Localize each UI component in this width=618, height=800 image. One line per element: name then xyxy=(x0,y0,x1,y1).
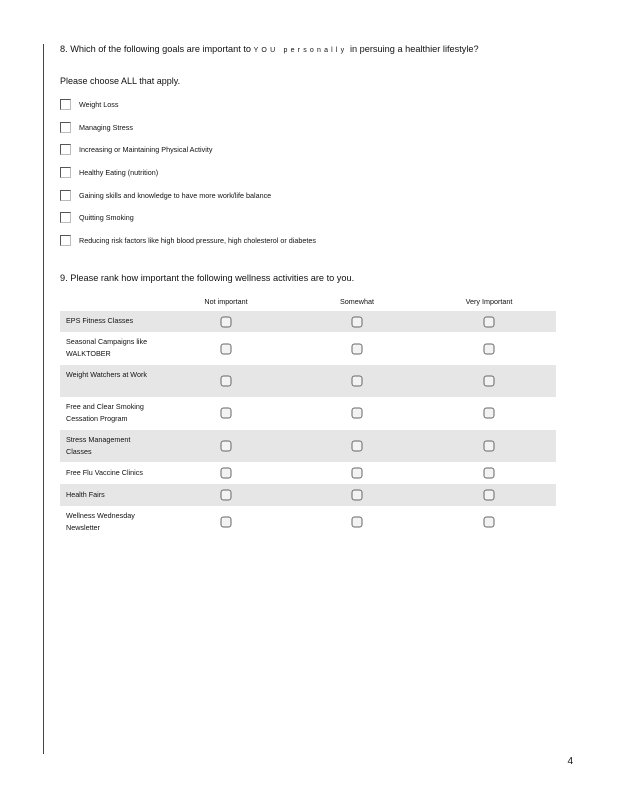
radio-somewhat[interactable] xyxy=(352,408,363,419)
checkbox[interactable] xyxy=(60,99,71,110)
radio-somewhat[interactable] xyxy=(352,344,363,355)
option-healthy-eating[interactable] xyxy=(60,165,158,179)
q8-title-start: 8. Which of the following goals are important to xyxy=(60,44,254,54)
q8-title-end: in persuing a healthier lifestyle? xyxy=(347,44,479,54)
row-label: Stress Management Classes xyxy=(66,435,131,456)
margin-rule xyxy=(43,44,44,754)
checkbox[interactable] xyxy=(60,122,71,133)
row-label: Health Fairs xyxy=(66,490,105,499)
checkbox[interactable] xyxy=(60,167,71,178)
radio-somewhat[interactable] xyxy=(352,317,363,328)
radio-very-important[interactable] xyxy=(484,317,495,328)
radio-very-important[interactable] xyxy=(484,408,495,419)
radio-somewhat[interactable] xyxy=(352,517,363,528)
radio-very-important[interactable] xyxy=(484,517,495,528)
rating-row xyxy=(60,365,556,397)
radio-somewhat[interactable] xyxy=(352,490,363,501)
checkbox[interactable] xyxy=(60,144,71,155)
column-header-not-important: Not important xyxy=(204,297,248,306)
checkbox[interactable] xyxy=(60,235,71,246)
rating-row xyxy=(60,311,556,332)
row-label: Seasonal Campaigns like WALKTOBER xyxy=(66,337,148,358)
option-label: Healthy Eating (nutrition) xyxy=(79,167,159,177)
option-label: Weight Loss xyxy=(79,99,119,109)
row-label: EPS Fitness Classes xyxy=(66,316,134,325)
option-label: Gaining skills and knowledge to have more work/life balance xyxy=(79,190,272,200)
question-8-instruction: Please choose ALL that apply. xyxy=(60,76,181,86)
radio-not-important[interactable] xyxy=(221,468,232,479)
radio-not-important[interactable] xyxy=(221,344,232,355)
checkbox[interactable] xyxy=(60,190,71,201)
rating-row xyxy=(60,462,556,484)
row-label: Free Flu Vaccine Clinics xyxy=(66,468,143,477)
option-quitting-smoking[interactable] xyxy=(60,210,134,224)
column-header-somewhat: Somewhat xyxy=(340,297,374,306)
q8-title-emphasis: YOU personally xyxy=(253,47,348,54)
option-physical-activity[interactable] xyxy=(60,142,212,156)
radio-very-important[interactable] xyxy=(484,490,495,501)
row-label: Wellness Wednesday Newsletter xyxy=(66,511,135,532)
radio-not-important[interactable] xyxy=(221,376,232,387)
checkbox[interactable] xyxy=(60,212,71,223)
radio-very-important[interactable] xyxy=(484,344,495,355)
option-work-life-balance[interactable] xyxy=(60,188,271,202)
radio-not-important[interactable] xyxy=(221,490,232,501)
rating-row xyxy=(60,397,556,429)
radio-not-important[interactable] xyxy=(221,441,232,452)
rating-row xyxy=(60,484,556,506)
rating-row xyxy=(60,506,556,538)
row-label: Free and Clear Smoking Cessation Program xyxy=(66,402,144,423)
radio-not-important[interactable] xyxy=(221,408,232,419)
rating-row xyxy=(60,430,556,462)
radio-not-important[interactable] xyxy=(221,317,232,328)
option-label: Reducing risk factors like high blood pressure, high cholesterol or diabetes xyxy=(79,235,316,245)
option-weight-loss[interactable] xyxy=(60,97,118,111)
question-9-title: 9. Please rank how important the following wellness activities are to you. xyxy=(60,273,355,283)
radio-somewhat[interactable] xyxy=(352,468,363,479)
rating-row xyxy=(60,333,556,365)
option-reducing-risk-factors[interactable] xyxy=(60,233,316,247)
radio-somewhat[interactable] xyxy=(352,376,363,387)
option-managing-stress[interactable] xyxy=(60,120,133,134)
radio-very-important[interactable] xyxy=(484,468,495,479)
radio-very-important[interactable] xyxy=(484,441,495,452)
column-header-very-important: Very Important xyxy=(465,297,513,306)
option-label: Quitting Smoking xyxy=(79,212,134,222)
question-8-title xyxy=(60,44,479,54)
radio-not-important[interactable] xyxy=(221,517,232,528)
option-label: Managing Stress xyxy=(79,122,133,132)
row-label: Weight Watchers at Work xyxy=(66,370,147,379)
page-number: 4 xyxy=(567,756,573,767)
radio-somewhat[interactable] xyxy=(352,441,363,452)
radio-very-important[interactable] xyxy=(484,376,495,387)
option-label: Increasing or Maintaining Physical Activity xyxy=(79,144,213,154)
